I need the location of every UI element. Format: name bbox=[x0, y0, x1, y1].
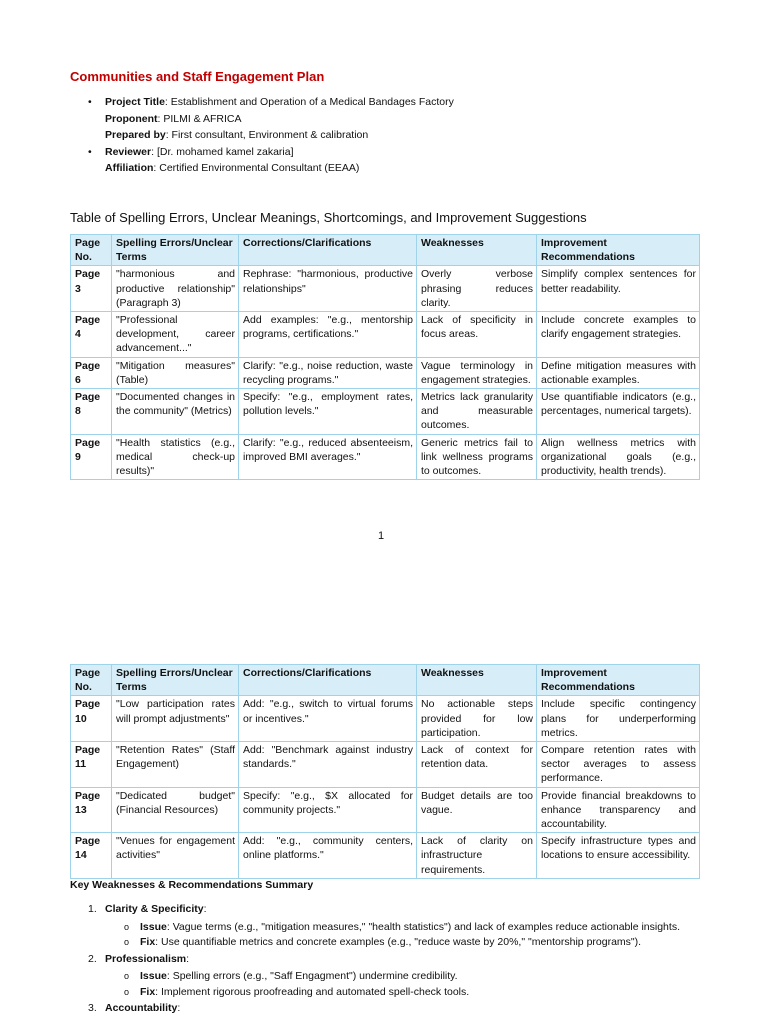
recommendation-cell: Specify infrastructure types and locations to ensure accessibility. bbox=[537, 833, 700, 879]
weakness-cell: Vague terminology in engagement strategies. bbox=[417, 357, 537, 388]
page-cell: Page 8 bbox=[71, 389, 112, 435]
term-cell: "Professional development, career advancement..." bbox=[112, 312, 239, 358]
sub-bullet-marker: o bbox=[124, 937, 130, 947]
meta-label: Affiliation bbox=[105, 162, 154, 174]
page-cell: Page 13 bbox=[71, 787, 112, 833]
summary-sublist bbox=[105, 920, 700, 950]
correction-cell: Specify: "e.g., employment rates, pollution levels." bbox=[239, 389, 417, 435]
correction-cell: Add: "e.g., switch to virtual forums or incentives." bbox=[239, 696, 417, 742]
sub-bullet-marker: o bbox=[124, 921, 130, 932]
subitem-text: : Spelling errors (e.g., "Saff Engagment") undermine credibility. bbox=[166, 970, 458, 982]
table-row bbox=[71, 312, 700, 358]
subitem-label: Issue bbox=[140, 920, 167, 933]
meta-label: Proponent bbox=[105, 112, 158, 125]
meta-value: : PILMI & AFRICA bbox=[157, 112, 242, 125]
recommendation-cell: Include specific contingency plans for underperforming metrics. bbox=[537, 696, 700, 742]
item-number: 3. bbox=[88, 1002, 97, 1014]
meta-value: : First consultant, Environment & calibration bbox=[165, 129, 369, 141]
subitem-label: Fix bbox=[140, 985, 156, 998]
page-cell: Page 6 bbox=[71, 357, 112, 388]
summary-item-heading: Accountability bbox=[105, 1002, 178, 1014]
document-title: Communities and Staff Engagement Plan bbox=[70, 69, 325, 84]
table-row bbox=[71, 389, 700, 435]
subitem-label: Issue bbox=[140, 970, 167, 982]
summary-subitem bbox=[105, 935, 700, 950]
correction-cell: Add: "e.g., community centers, online platforms." bbox=[239, 833, 417, 879]
table-row bbox=[71, 742, 700, 788]
summary-item-heading: Professionalism bbox=[105, 952, 187, 965]
column-header: Page No. bbox=[71, 665, 112, 696]
weakness-cell: Lack of specificity in focus areas. bbox=[417, 312, 537, 358]
recommendation-cell: Define mitigation measures with actionable examples. bbox=[537, 357, 700, 388]
summary-item: 2. Professionalism: o Issue: Spelling errors (e.g., "Saff Engagment") undermine credibility. o Fix: Implement rigorous proofreading and automated spell-check tools. bbox=[70, 952, 700, 1000]
meta-value: : Establishment and Operation of a Medical Bandages Factory bbox=[164, 96, 454, 108]
item-number: 1. bbox=[88, 903, 97, 915]
column-header: Spelling Errors/Unclear Terms bbox=[112, 235, 239, 266]
subitem-text: : Use quantifiable metrics and concrete examples (e.g., "reduce waste by 20%," "mentorship programs"). bbox=[155, 936, 642, 948]
meta-line bbox=[105, 144, 710, 161]
meta-bullet-project bbox=[70, 94, 710, 144]
table-header-row bbox=[71, 235, 700, 266]
page-cell: Page 10 bbox=[71, 696, 112, 742]
recommendation-cell: Align wellness metrics with organizational goals (e.g., productivity, health trends). bbox=[537, 434, 700, 480]
term-cell: "Venues for engagement activities" bbox=[112, 833, 239, 879]
summary-heading: Key Weaknesses & Recommendations Summary bbox=[70, 879, 314, 891]
term-cell: "harmonious and productive relationship" (Paragraph 3) bbox=[112, 266, 239, 312]
table-row bbox=[71, 357, 700, 388]
correction-cell: Clarify: "e.g., reduced absenteeism, improved BMI averages." bbox=[239, 434, 417, 480]
correction-cell: Add examples: "e.g., mentorship programs, certifications." bbox=[239, 312, 417, 358]
column-header: Spelling Errors/Unclear Terms bbox=[112, 665, 239, 696]
recommendation-cell: Use quantifiable indicators (e.g., percentages, numerical targets). bbox=[537, 389, 700, 435]
meta-line bbox=[105, 160, 710, 177]
term-cell: "Retention Rates" (Staff Engagement) bbox=[112, 742, 239, 788]
weakness-cell: Lack of clarity on infrastructure requirements. bbox=[417, 833, 537, 879]
errors-table-2 bbox=[70, 664, 700, 879]
term-cell: "Documented changes in the community" (Metrics) bbox=[112, 389, 239, 435]
table-row bbox=[71, 696, 700, 742]
summary-subitem bbox=[105, 985, 700, 1000]
meta-bullet-reviewer bbox=[70, 144, 710, 177]
column-header: Weaknesses bbox=[417, 665, 537, 696]
subitem-text: : Vague terms (e.g., "mitigation measures," "health statistics") and lack of examples reduce actionable insights. bbox=[166, 920, 680, 933]
term-cell: "Dedicated budget" (Financial Resources) bbox=[112, 787, 239, 833]
meta-line bbox=[105, 127, 710, 144]
weakness-cell: Overly verbose phrasing reduces clarity. bbox=[417, 266, 537, 312]
page-number: 1 bbox=[378, 530, 385, 542]
summary-list bbox=[70, 902, 700, 1018]
page-cell: Page 11 bbox=[71, 742, 112, 788]
column-header: Weaknesses bbox=[417, 235, 537, 266]
summary-item: 3. Accountability: bbox=[88, 1002, 181, 1014]
column-header: Corrections/Clarifications bbox=[239, 235, 417, 266]
summary-subitem bbox=[105, 920, 700, 935]
bullet-marker: • bbox=[88, 96, 92, 108]
page-cell: Page 9 bbox=[71, 434, 112, 480]
meta-label: Reviewer bbox=[105, 145, 152, 158]
meta-label: Prepared by bbox=[105, 129, 166, 141]
subitem-label: Fix bbox=[140, 936, 156, 948]
meta-line bbox=[105, 111, 710, 128]
sub-bullet-marker: o bbox=[124, 986, 130, 997]
term-cell: "Mitigation measures" (Table) bbox=[112, 357, 239, 388]
term-cell: "Low participation rates will prompt adjustments" bbox=[112, 696, 239, 742]
subitem-text: : Implement rigorous proofreading and automated spell-check tools. bbox=[155, 985, 470, 998]
meta-value: : Certified Environmental Consultant (EEAA) bbox=[153, 162, 360, 174]
table-caption: Table of Spelling Errors, Unclear Meanings, Shortcomings, and Improvement Suggestions bbox=[70, 210, 587, 225]
summary-item: 1. Clarity & Specificity: o Issue: Vague terms (e.g., "mitigation measures," "health statistics") and lack of examples reduce actionable insights. o Fix: Use quantifiable metrics and concrete examples (e.g., "reduce waste by 20%," "mentorship programs"). bbox=[70, 902, 700, 950]
table-header-row bbox=[71, 665, 700, 696]
summary-item-heading: Clarity & Specificity bbox=[105, 903, 204, 915]
errors-table-1 bbox=[70, 234, 700, 480]
page-cell: Page 3 bbox=[71, 266, 112, 312]
correction-cell: Add: "Benchmark against industry standards." bbox=[239, 742, 417, 788]
recommendation-cell: Compare retention rates with sector averages to assess performance. bbox=[537, 742, 700, 788]
weakness-cell: Budget details are too vague. bbox=[417, 787, 537, 833]
recommendation-cell: Provide financial breakdowns to enhance transparency and accountability. bbox=[537, 787, 700, 833]
term-cell: "Health statistics (e.g., medical check-up results)" bbox=[112, 434, 239, 480]
project-meta-list bbox=[70, 94, 710, 177]
correction-cell: Specify: "e.g., $X allocated for community projects." bbox=[239, 787, 417, 833]
table-row bbox=[71, 833, 700, 879]
page-cell: Page 4 bbox=[71, 312, 112, 358]
sub-bullet-marker: o bbox=[124, 971, 130, 981]
column-header: Page No. bbox=[71, 235, 112, 266]
weakness-cell: No actionable steps provided for low participation. bbox=[417, 696, 537, 742]
summary-sublist bbox=[105, 969, 700, 999]
column-header: Corrections/Clarifications bbox=[239, 665, 417, 696]
correction-cell: Rephrase: "harmonious, productive relationships" bbox=[239, 266, 417, 312]
summary-subitem bbox=[105, 969, 700, 984]
table-row bbox=[71, 787, 700, 833]
bullet-marker: • bbox=[88, 145, 92, 158]
table-row bbox=[71, 266, 700, 312]
weakness-cell: Metrics lack granularity and measurable outcomes. bbox=[417, 389, 537, 435]
correction-cell: Clarify: "e.g., noise reduction, waste recycling programs." bbox=[239, 357, 417, 388]
weakness-cell: Lack of context for retention data. bbox=[417, 742, 537, 788]
table-row bbox=[71, 434, 700, 480]
recommendation-cell: Include concrete examples to clarify engagement strategies. bbox=[537, 312, 700, 358]
meta-line bbox=[105, 94, 710, 111]
item-number: 2. bbox=[88, 952, 97, 965]
weakness-cell: Generic metrics fail to link wellness programs to outcomes. bbox=[417, 434, 537, 480]
meta-value: : [Dr. mohamed kamel zakaria] bbox=[151, 145, 294, 158]
meta-label: Project Title bbox=[105, 96, 165, 108]
column-header: Improvement Recommendations bbox=[537, 235, 700, 266]
recommendation-cell: Simplify complex sentences for better readability. bbox=[537, 266, 700, 312]
page-cell: Page 14 bbox=[71, 833, 112, 879]
column-header: Improvement Recommendations bbox=[537, 665, 700, 696]
